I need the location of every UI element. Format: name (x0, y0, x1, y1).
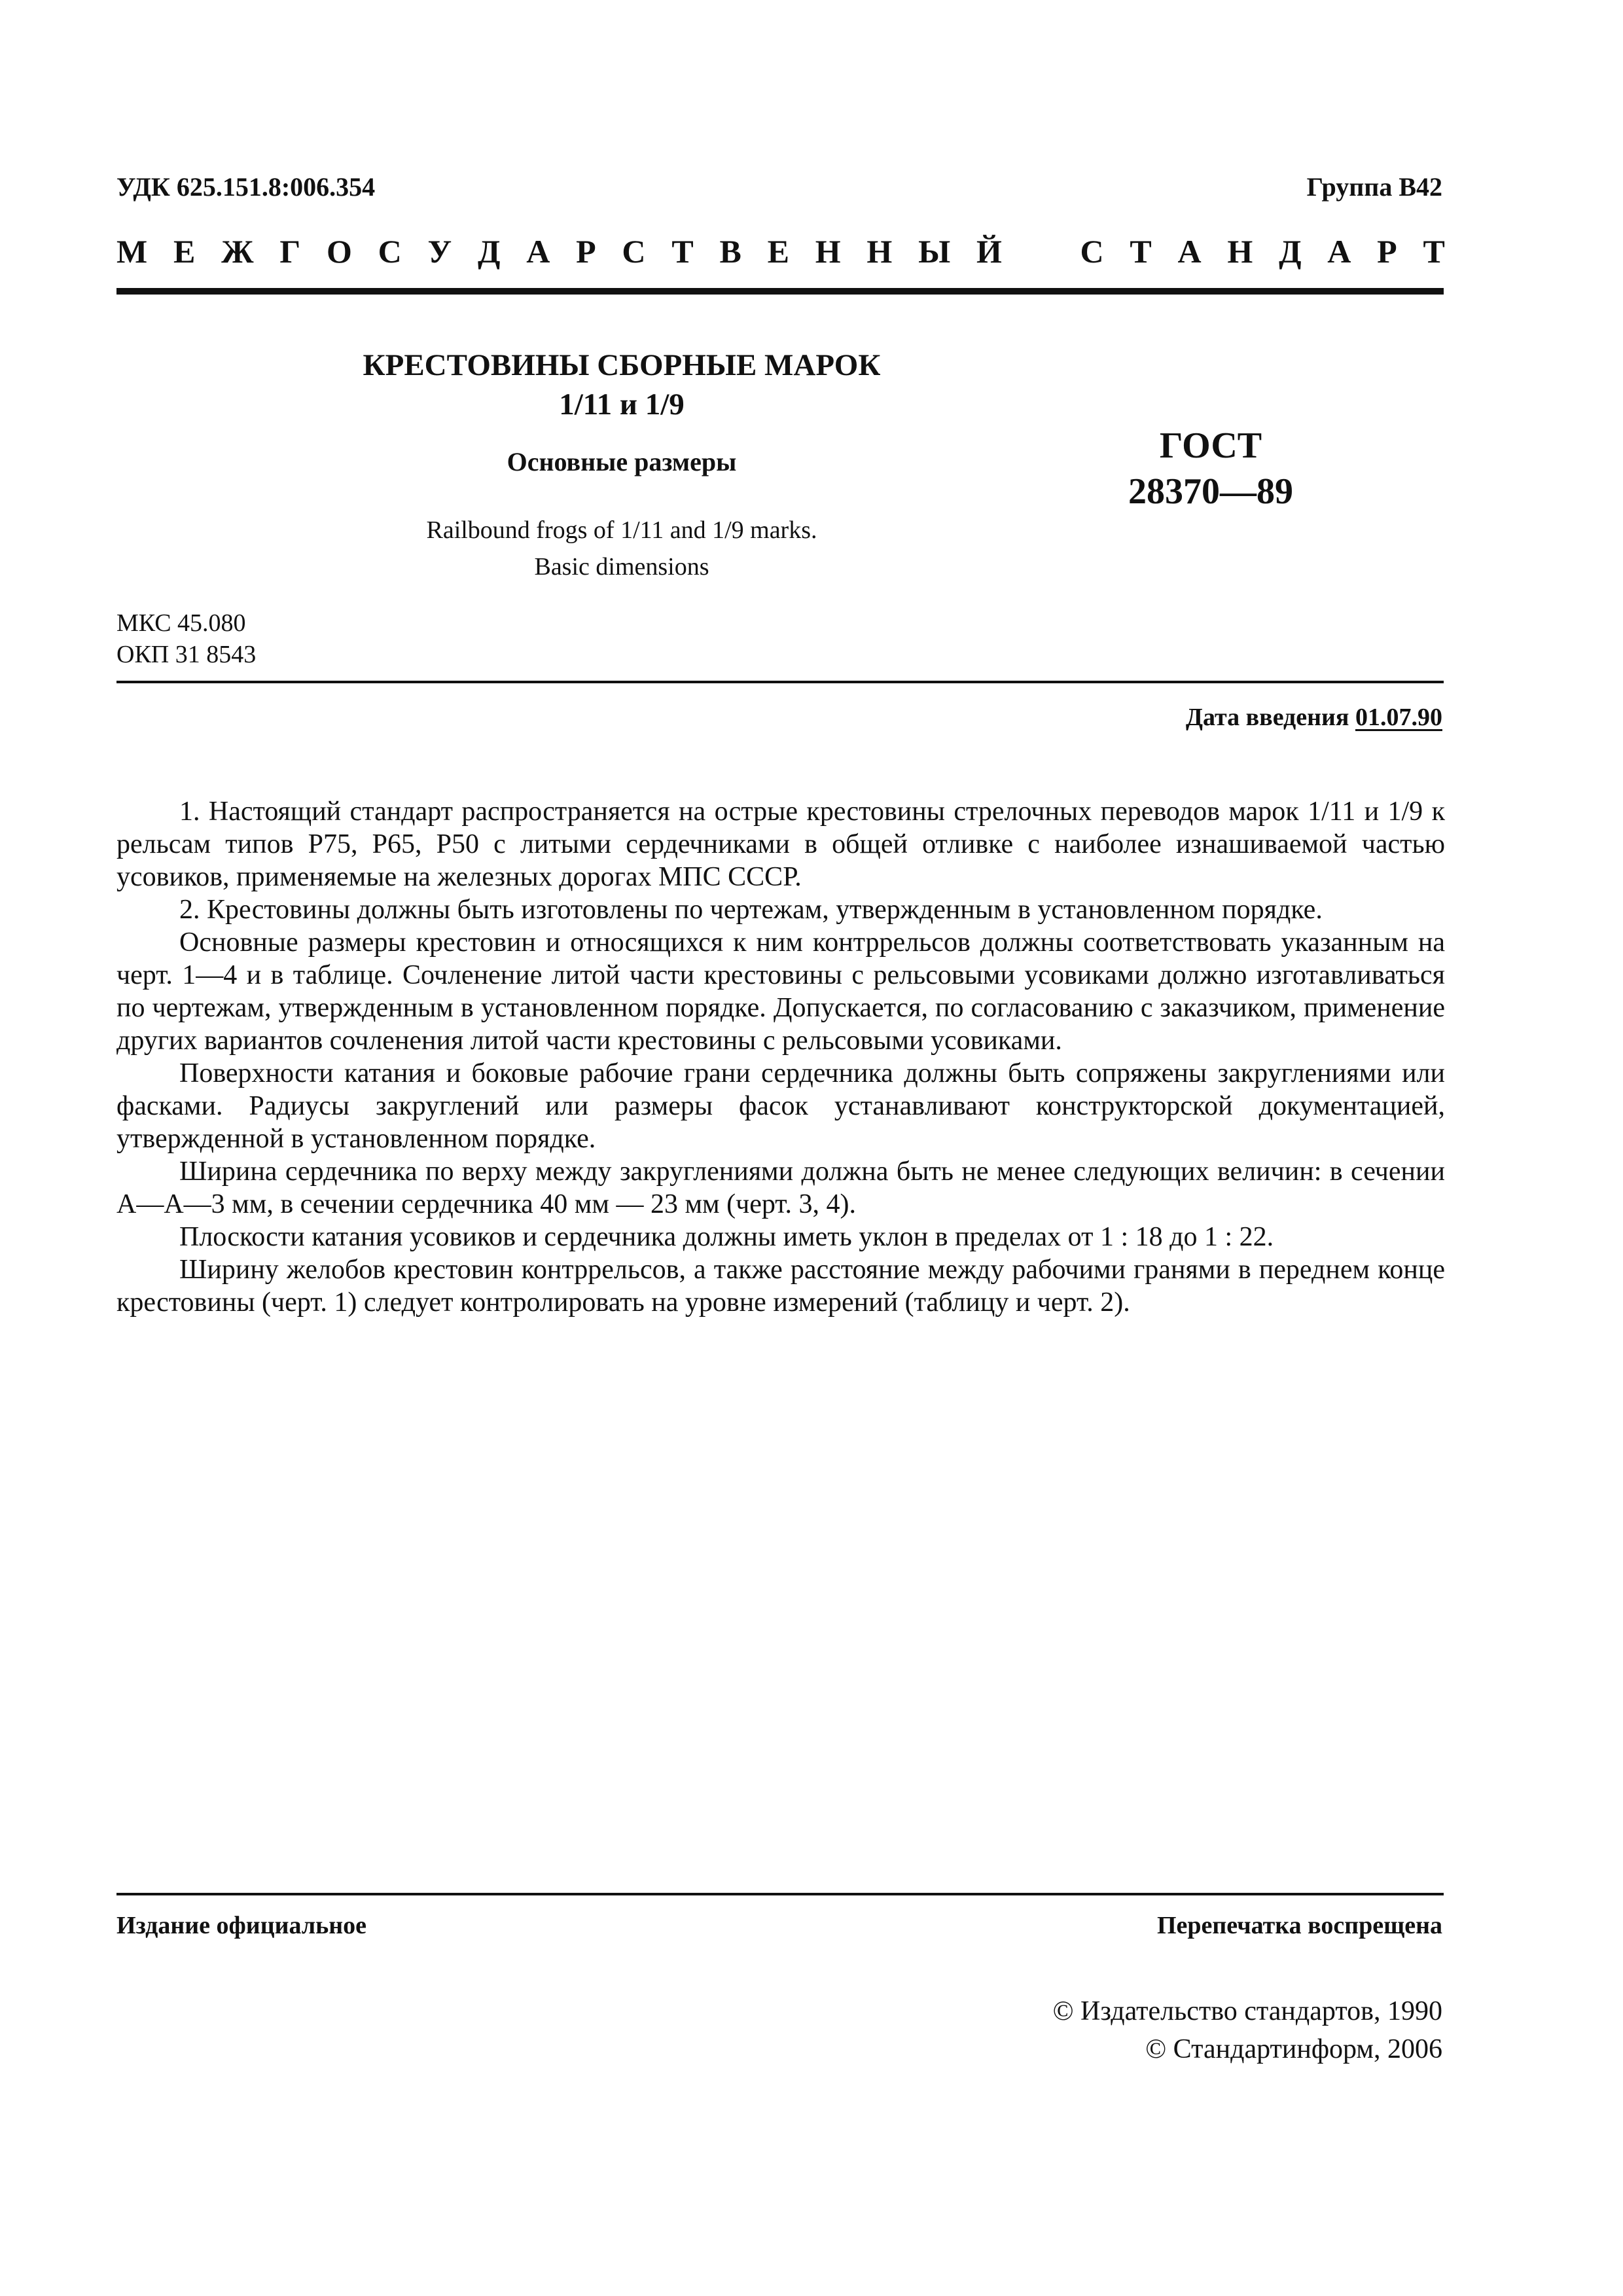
title-line-1: КРЕСТОВИНЫ СБОРНЫЕ МАРОК (363, 348, 881, 382)
paragraph: 2. Крестовины должны быть изготовлены по чертежам, утвержденным в установленном порядке. (179, 895, 1323, 925)
banner-letter: О (326, 233, 352, 270)
mks-code: МКС 45.080 (116, 609, 246, 637)
banner-letter: В (719, 233, 741, 270)
udk-code: УДК 625.151.8:006.354 (116, 172, 376, 202)
banner-letter: Р (1377, 233, 1397, 270)
banner-letter: А (1177, 233, 1202, 270)
body-text (116, 795, 1445, 1319)
banner-letter: А (526, 233, 550, 270)
copyright-line-1: © Издательство стандартов, 1990 (1052, 1996, 1442, 2026)
group-code: Группа B42 (1306, 172, 1442, 202)
introduction-date-value: 01.07.90 (1355, 704, 1442, 731)
banner-letter: С (622, 233, 646, 270)
codes-rule (116, 681, 1444, 683)
banner-letter: Е (767, 233, 789, 270)
classification-codes (116, 607, 256, 670)
copyright-line-2: © Стандартинформ, 2006 (1145, 2034, 1442, 2064)
paragraph: Ширину желобов крестовин контррельсов, а также расстояние между рабочими гранями в переднем конце крестовины (черт. 1) следует контролировать на уровне измерений (таблицу и черт. 2). (116, 1255, 1445, 1318)
banner-letter: А (1327, 233, 1351, 270)
banner-letter: Ж (221, 233, 254, 270)
title-line-2: 1/11 и 1/9 (559, 387, 685, 422)
banner-word-gap (1028, 232, 1054, 270)
document-title (327, 346, 916, 424)
document-subtitle: Основные размеры (507, 447, 737, 476)
banner-letter: С (1080, 233, 1104, 270)
banner-letter: Г (279, 233, 301, 270)
banner-letter: Н (1227, 233, 1253, 270)
footer-rule (116, 1893, 1444, 1895)
english-title-line-1: Railbound frogs of 1/11 and 1/9 marks. (426, 516, 817, 544)
standard-banner (116, 232, 1445, 270)
gost-number: 28370—89 (1128, 471, 1293, 512)
copyright-block (1053, 1992, 1442, 2068)
paragraph: Плоскости катания усовиков и сердечника должны иметь уклон в пределах от 1 : 18 до 1 : 22. (179, 1222, 1274, 1252)
banner-letter: Т (671, 233, 694, 270)
banner-letter: Р (576, 233, 596, 270)
paragraph: 1. Настоящий стандарт распространяется на острые крестовины стрелочных переводов марок 1/11 и 1/9 к рельсам типов Р75, Р65, Р50 с литыми сердечниками в общей отливке с наиболее изнашиваемой частью усовиков, применяемые на железных дорогах МПС СССР. (116, 797, 1445, 892)
header-rule (116, 288, 1444, 295)
banner-letter: М (116, 233, 148, 270)
okp-code: ОКП 31 8543 (116, 641, 257, 668)
paragraph: Поверхности катания и боковые рабочие грани сердечника должны быть сопряжены закруглениями или фасками. Радиусы закруглений или размеры фасок устанавливают конструкторской документацией, утвержденной в установленном порядке. (116, 1058, 1445, 1154)
introduction-date (1186, 703, 1442, 732)
banner-letter: Н (815, 233, 841, 270)
banner-letter: Е (173, 233, 196, 270)
paragraph: Ширина сердечника по верху между закруглениями должна быть не менее следующих величин: в сечении А—А—3 мм, в сечении сердечника 40 мм — 23 мм (черт. 3, 4). (116, 1157, 1445, 1219)
banner-letter: Д (1279, 233, 1302, 270)
banner-letter: У (427, 233, 452, 270)
banner-letter: Т (1423, 233, 1445, 270)
introduction-date-label: Дата введения (1185, 704, 1349, 731)
english-title (327, 512, 916, 585)
banner-letter: Д (478, 233, 501, 270)
english-title-line-2: Basic dimensions (534, 553, 709, 581)
gost-designation (1080, 423, 1342, 514)
edition-note: Издание официальное (116, 1912, 367, 1939)
gost-label: ГОСТ (1159, 425, 1262, 466)
banner-letter: Ы (918, 233, 951, 270)
banner-letter: С (378, 233, 402, 270)
paragraph: Основные размеры крестовин и относящихся к ним контррельсов должны соответствовать указанным на черт. 1—4 и в таблице. Сочленение литой части крестовины с рельсовыми усовиками должно изготавливаться по чертежам, утвержденным в установленном порядке. Допускается, по согласованию с заказчиком, применение других вариантов сочленения литой части крестовины с рельсовыми усовиками. (116, 927, 1445, 1056)
reprint-note: Перепечатка воспрещена (1156, 1912, 1442, 1939)
banner-letter: Й (976, 233, 1002, 270)
banner-letter: Т (1130, 233, 1152, 270)
banner-letter: Н (866, 233, 893, 270)
